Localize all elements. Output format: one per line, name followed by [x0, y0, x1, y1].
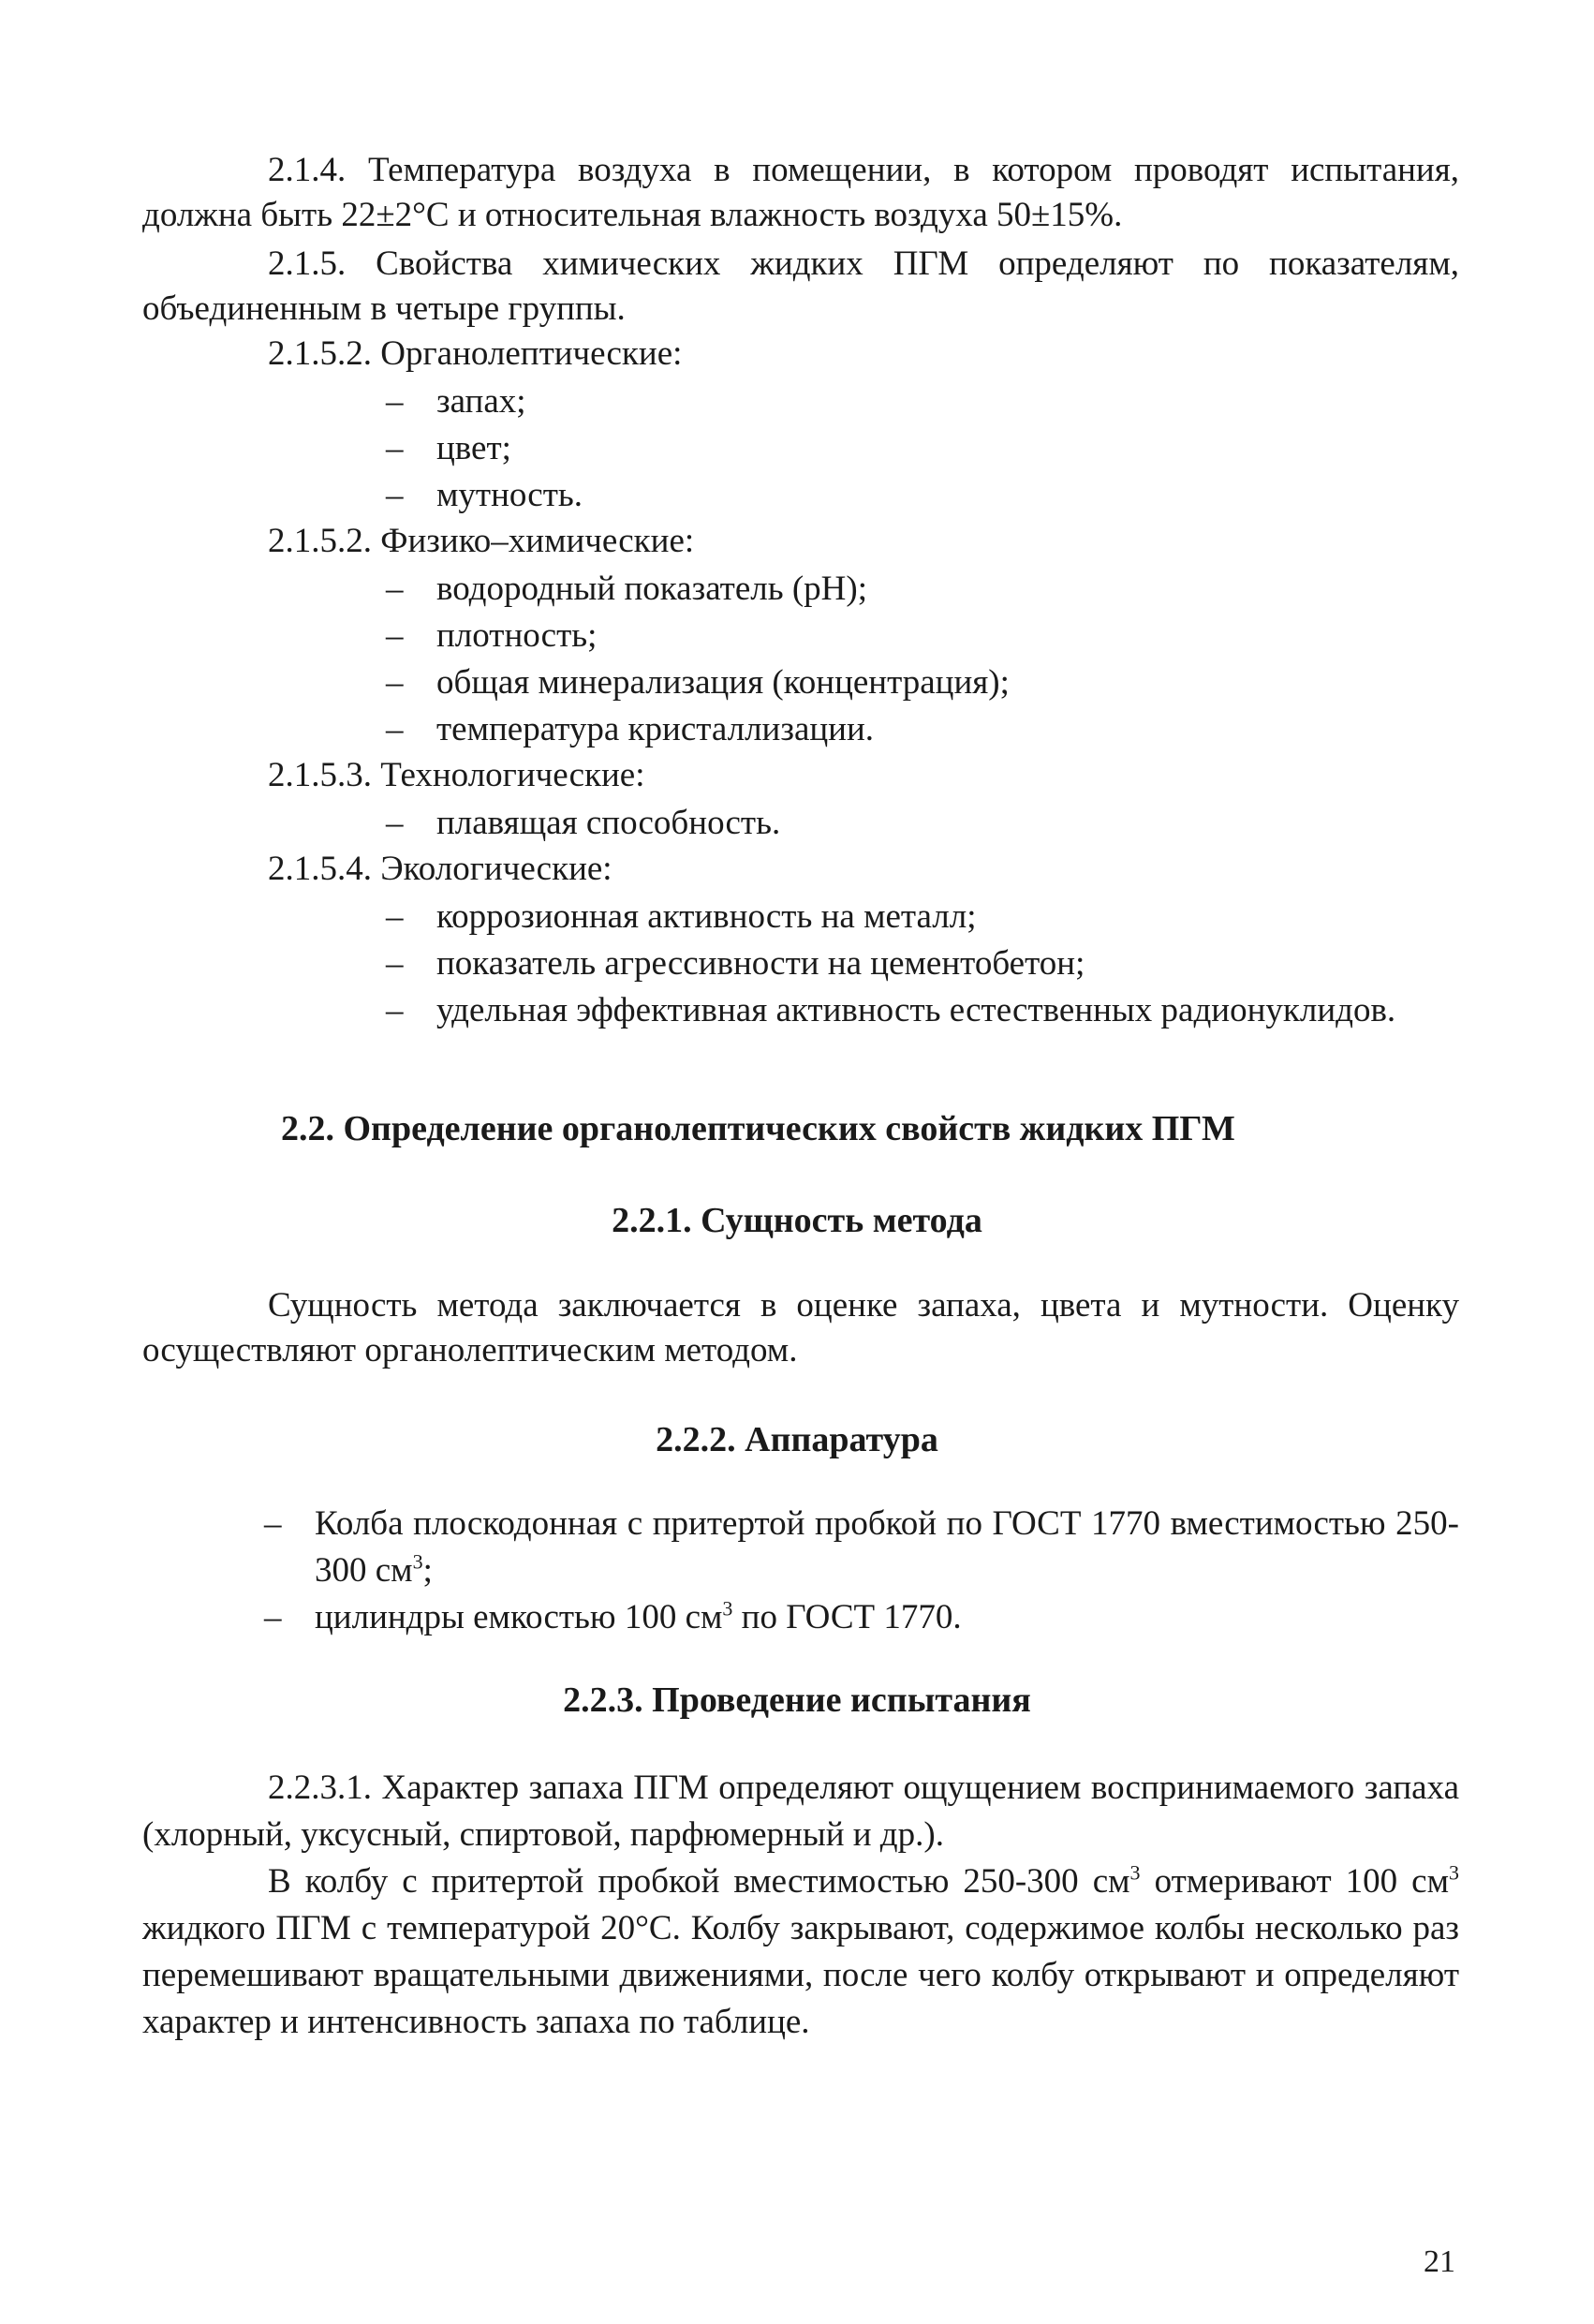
dash-marker: –: [264, 1598, 282, 1636]
ecological-list: [386, 894, 1459, 1034]
section-heading-2-2-2: 2.2.2. Аппаратура: [656, 1420, 938, 1459]
apparatus-list: [264, 1501, 1459, 1641]
list-item: – общая минерализация (концентрация);: [386, 659, 1459, 706]
organoleptic-list: [386, 378, 1459, 519]
subsection-technological-title: 2.1.5.3. Технологические:: [268, 756, 645, 794]
dash-marker: –: [386, 476, 404, 514]
section-heading-2-2-1: 2.2.1. Сущность метода: [612, 1201, 982, 1240]
page-number: 21: [1424, 2244, 1455, 2279]
list-item: – цилиндры емкостью 100 $см^3$ по ГОСТ 1770.: [264, 1594, 1459, 1641]
dash-marker: –: [386, 570, 404, 608]
physchem-list: [386, 566, 1459, 753]
subsection-organoleptic-title: 2.1.5.2. Органолептические:: [268, 334, 683, 373]
list-item: – цвет;: [386, 425, 1459, 472]
list-item: – запах;: [386, 378, 1459, 425]
list-item: – Колба плоскодонная с притертой пробкой по ГОСТ 1770 вместимостью 250-300 $см^3$;: [264, 1501, 1459, 1594]
list-item: – плотность;: [386, 613, 1459, 659]
dash-marker: –: [386, 897, 404, 936]
dash-marker: –: [386, 710, 404, 748]
section-heading-2-2-3: 2.2.3. Проведение испытания: [563, 1680, 1031, 1720]
list-item: – температура кристаллизации.: [386, 706, 1459, 753]
subsection-physchem-title: 2.1.5.2. Физико–химические:: [268, 522, 695, 560]
dash-marker: –: [264, 1504, 282, 1543]
dash-marker: –: [386, 944, 404, 983]
list-item: – показатель агрессивности на цементобетон;: [386, 940, 1459, 987]
list-item: – водородный показатель (рН);: [386, 566, 1459, 613]
section-heading-2-2: 2.2. Определение органолептических свойств жидких ПГМ: [281, 1109, 1235, 1148]
list-item: – коррозионная активность на металл;: [386, 894, 1459, 940]
dash-marker: –: [386, 663, 404, 702]
list-item: – удельная эффективная активность естественных радионуклидов.: [386, 987, 1459, 1034]
paragraph-2-1-4: 2.1.4. Температура воздуха в помещении, в котором проводят испытания, должна быть 22±2°С и относительная влажность воздуха 50±15%.: [142, 151, 1459, 234]
dash-marker: –: [386, 429, 404, 467]
technological-list: [386, 800, 1459, 847]
list-item: – мутность.: [386, 472, 1459, 519]
paragraph-2-1-5: 2.1.5. Свойства химических жидких ПГМ определяют по показателям, объединенным в четыре группы.: [142, 244, 1459, 328]
paragraph-method-essence: Сущность метода заключается в оценке запаха, цвета и мутности. Оценку осуществляют органолептическим методом.: [142, 1286, 1459, 1369]
paragraph-2-2-3-1: 2.2.3.1. Характер запаха ПГМ определяют ощущением воспринимаемого запаха (хлорный, уксусный, спиртовой, парфюмерный и др.).: [142, 1769, 1459, 1854]
list-item: – плавящая способность.: [386, 800, 1459, 847]
dash-marker: –: [386, 804, 404, 842]
dash-marker: –: [386, 991, 404, 1029]
paragraph-procedure: В колбу с притертой пробкой вместимостью 250-300 $см^3$ отмеривают 100 $см^3$ жидкого ПГМ с температурой 20°С. Колбу закрывают, содержимое колбы несколько раз перемешивают вращательными движениями, после чего колбу открывают и определяют характер и интенсивность запаха по таблице.: [142, 1860, 1459, 2041]
subsection-ecological-title: 2.1.5.4. Экологические:: [268, 850, 613, 888]
dash-marker: –: [386, 382, 404, 421]
dash-marker: –: [386, 616, 404, 655]
